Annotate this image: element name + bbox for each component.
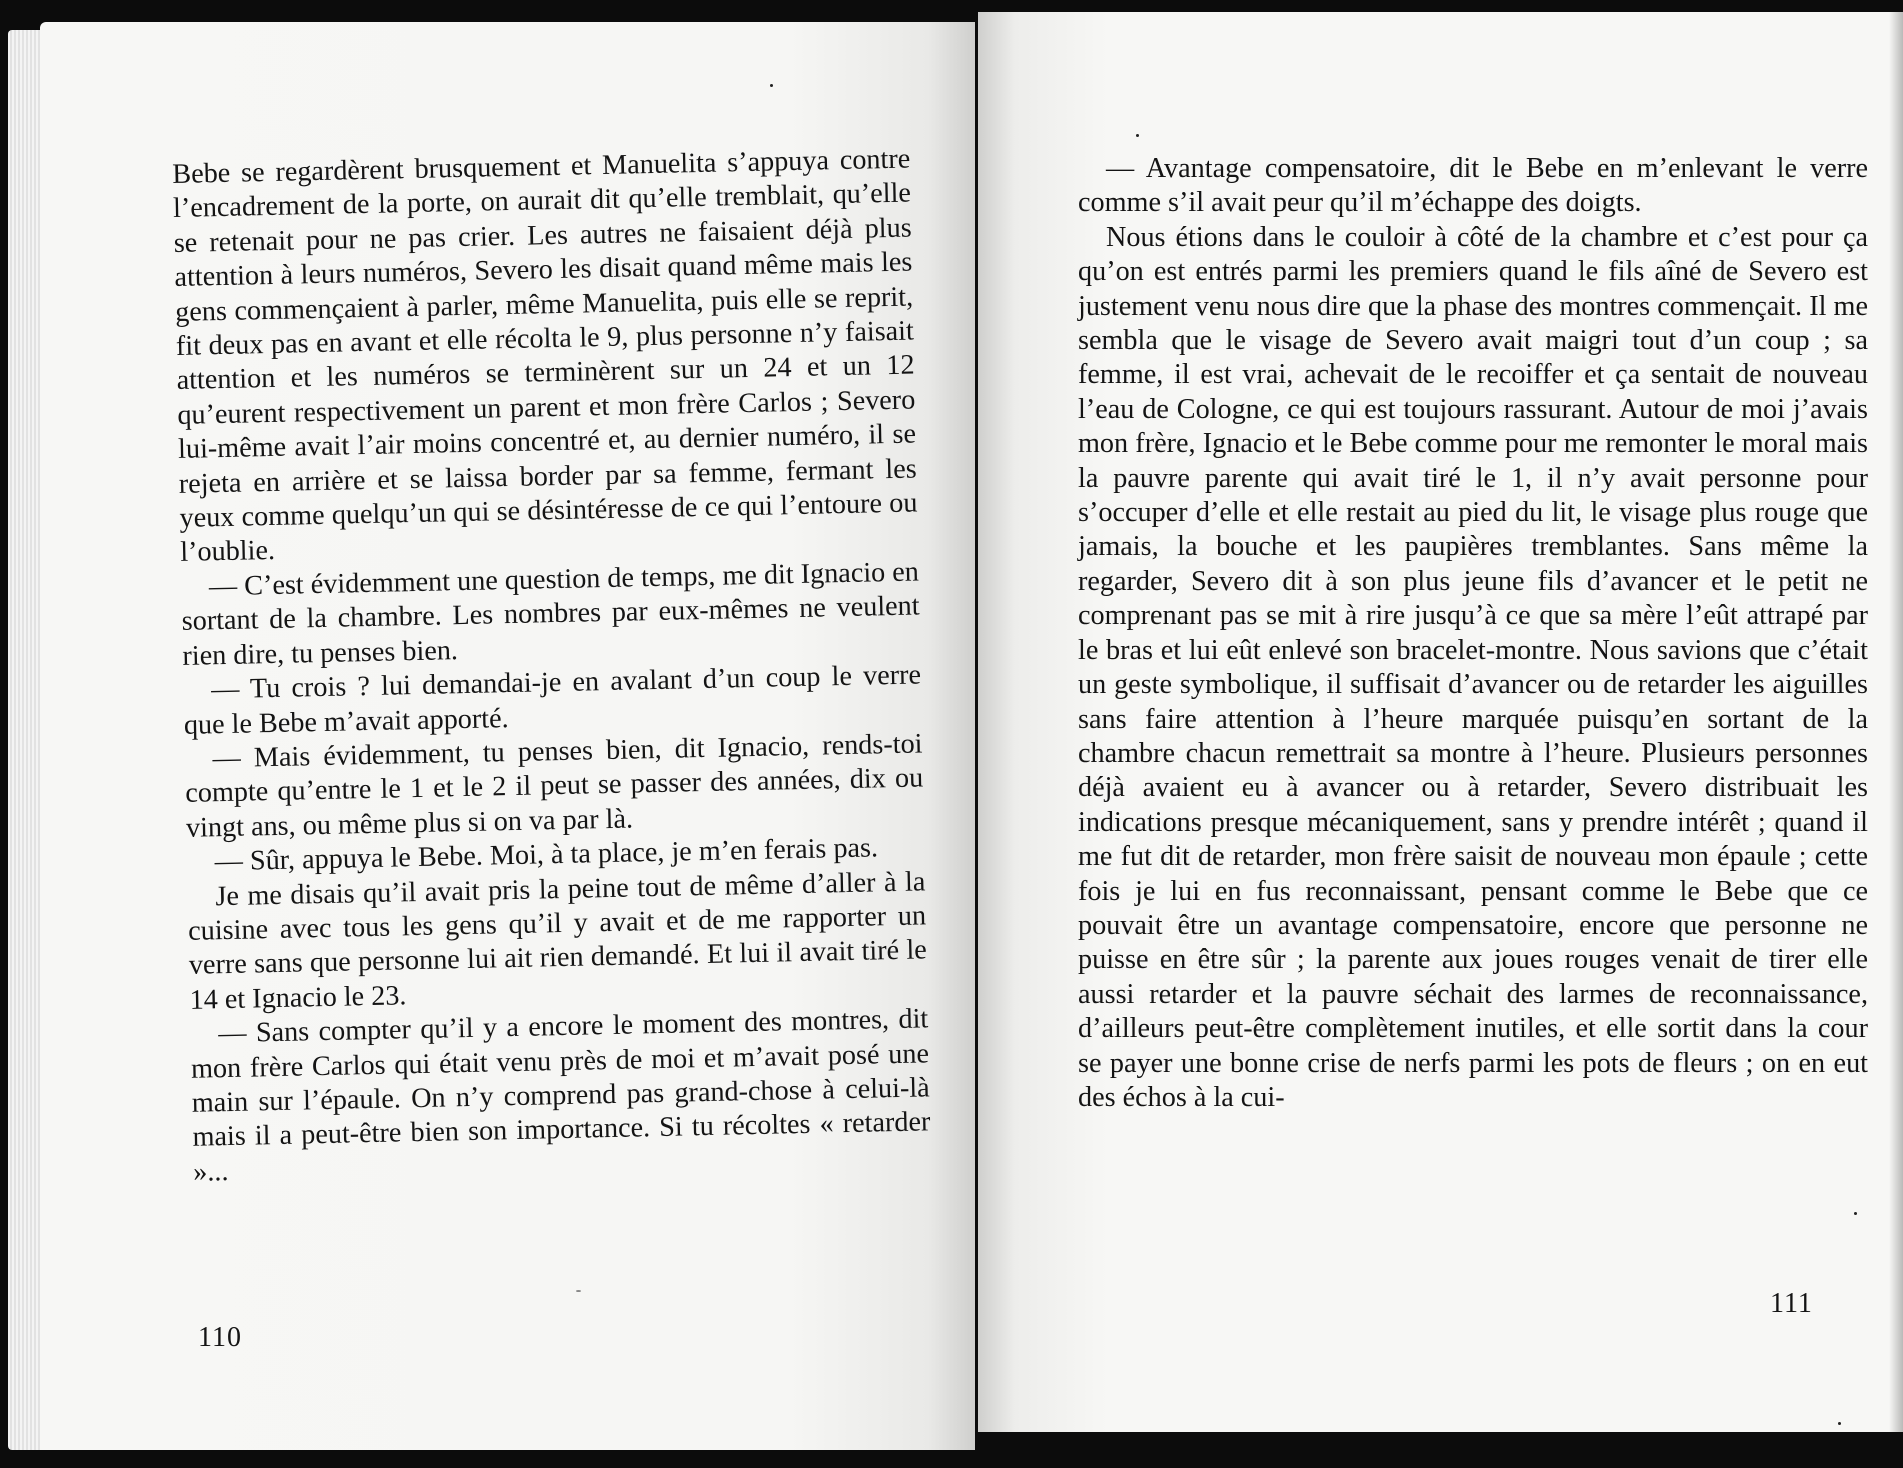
paragraph: — Avantage compensatoire, dit le Bebe en m’enlevant le verre comme s’il avait peur qu’il m’échappe des doigts. xyxy=(1078,153,1868,219)
ink-speck xyxy=(770,84,773,87)
paragraph: Nous étions dans le couloir à côté de la chambre et c’est pour ça qu’on est entrés parmi les premiers quand le fils aîné de Severo est justement venu nous dire que la phase des montres commençait. Il me sembla que le visage de Severo avait maigri tout d’un coup ; sa femme, il est vrai, achevait de le recoiffer et ça sentait de nouveau l’eau de Cologne, ce qui est toujours rassurant. Autour de moi j’avais mon frère, Ignacio et le Bebe comme pour me remonter le moral mais la pauvre parente qui avait tiré le 1, il n’y avait personne pour s’occuper d’elle et elle restait au pied du lit, le visage plus rouge que jamais, la bouche et les paupières tremblantes. Sans même la regarder, Severo dit à son plus jeune fils d’avancer et le petit ne comprenant pas se mit à rire jusqu’à ce que sa mère l’eût attrapé par le bras et lui eût enlevé son bracelet-montre. Nous savions que c’était un geste symbolique, il suffisait d’avancer ou de retarder les aiguilles sans faire attention à l’heure marquée puisqu’en sortant de la chambre chacun remettrait sa montre à l’heure. Plusieurs personnes déjà avaient eu à avancer ou à retarder, Severo distribuait les indications presque mécaniquement, sans y prendre intérêt ; quand il me fut dit de retarder, mon frère saisit de nouveau mon épaule ; cette fois je lui en fus reconnaissant, pensant comme le Bebe que ce pouvait être un avantage compensatoire, encore que personne ne puisse en être sûr ; la parente aux joues rouges venait de tirer elle aussi retarder et la pauvre séchait des larmes de reconnaissance, d’ailleurs peut-être complètement inutiles, et elle sortit dans la cour se payer une bonne crise de nerfs parmi les pots de fleurs ; on en eut des échos à la cui- xyxy=(1078,221,1868,1113)
paragraph: — Tu crois ? lui demandai-je en avalant d’un coup le verre que le Bebe m’avait apporté. xyxy=(183,659,922,741)
ink-speck xyxy=(1136,134,1139,137)
page-number: 110 xyxy=(198,1322,242,1353)
ink-speck xyxy=(1838,1422,1841,1425)
paragraph: — C’est évidemment une question de temps, me dit Ignacio en sortant de la chambre. Les nombres par eux-mêmes ne veulent rien dire, tu penses bien. xyxy=(181,556,920,672)
left-page xyxy=(40,22,975,1450)
page-number: 111 xyxy=(1770,1288,1813,1319)
paragraph: — Mais évidemment, tu penses bien, dit Ignacio, rends-toi compte qu’entre le 1 et le 2 il peut se passer des années, dix ou vingt ans, ou même plus si on va par là. xyxy=(184,728,924,844)
page-edge-shadow xyxy=(1889,12,1903,1432)
paragraph: — Sans compter qu’il y a encore le moment des montres, dit mon frère Carlos qui était venu près de moi et m’avait posé une main sur l’épaule. On n’y comprend pas grand-chose à celui-là mais il a peut-être bien son importance. Si tu récoltes « retarder »... xyxy=(190,1003,931,1188)
paragraph: Je me disais qu’il avait pris la peine tout de même d’aller à la cuisine avec tous les gens qu’il y avait et de me rapporter un verre sans que personne lui ait rien demandé. Et lui il avait tiré le 14 et Ignacio le 23. xyxy=(187,865,928,1016)
paragraph: — Sûr, appuya le Bebe. Moi, à ta place, je m’en ferais pas. xyxy=(214,832,879,878)
left-page-text xyxy=(172,143,931,1190)
ink-speck xyxy=(576,1290,581,1292)
right-page-text xyxy=(1078,152,1868,1115)
ink-speck xyxy=(1854,1212,1857,1215)
paragraph: Bebe se regardèrent brusquement et Manuelita s’appuya contre l’encadrement de la porte, on aurait dit qu’elle tremblait, qu’elle se retenait pour ne pas crier. Les autres ne faisaient déjà plus attention à leurs numéros, Severo les disait quand même mais les gens commençaient à parler, même Manuelita, puis elle se reprit, fit deux pas en avant et elle récolta le 9, plus personne n’y faisait attention et les numéros se terminèrent sur un 24 et un 12 qu’eurent respectivement un parent et mon frère Carlos ; Severo lui-même avait l’air moins concentré et, au dernier numéro, il se rejeta en arrière et se laissa border par sa femme, fermant les yeux comme quelqu’un qui se désintéresse de ce qui l’entoure ou l’oublie. xyxy=(172,143,918,569)
right-page xyxy=(978,12,1903,1432)
